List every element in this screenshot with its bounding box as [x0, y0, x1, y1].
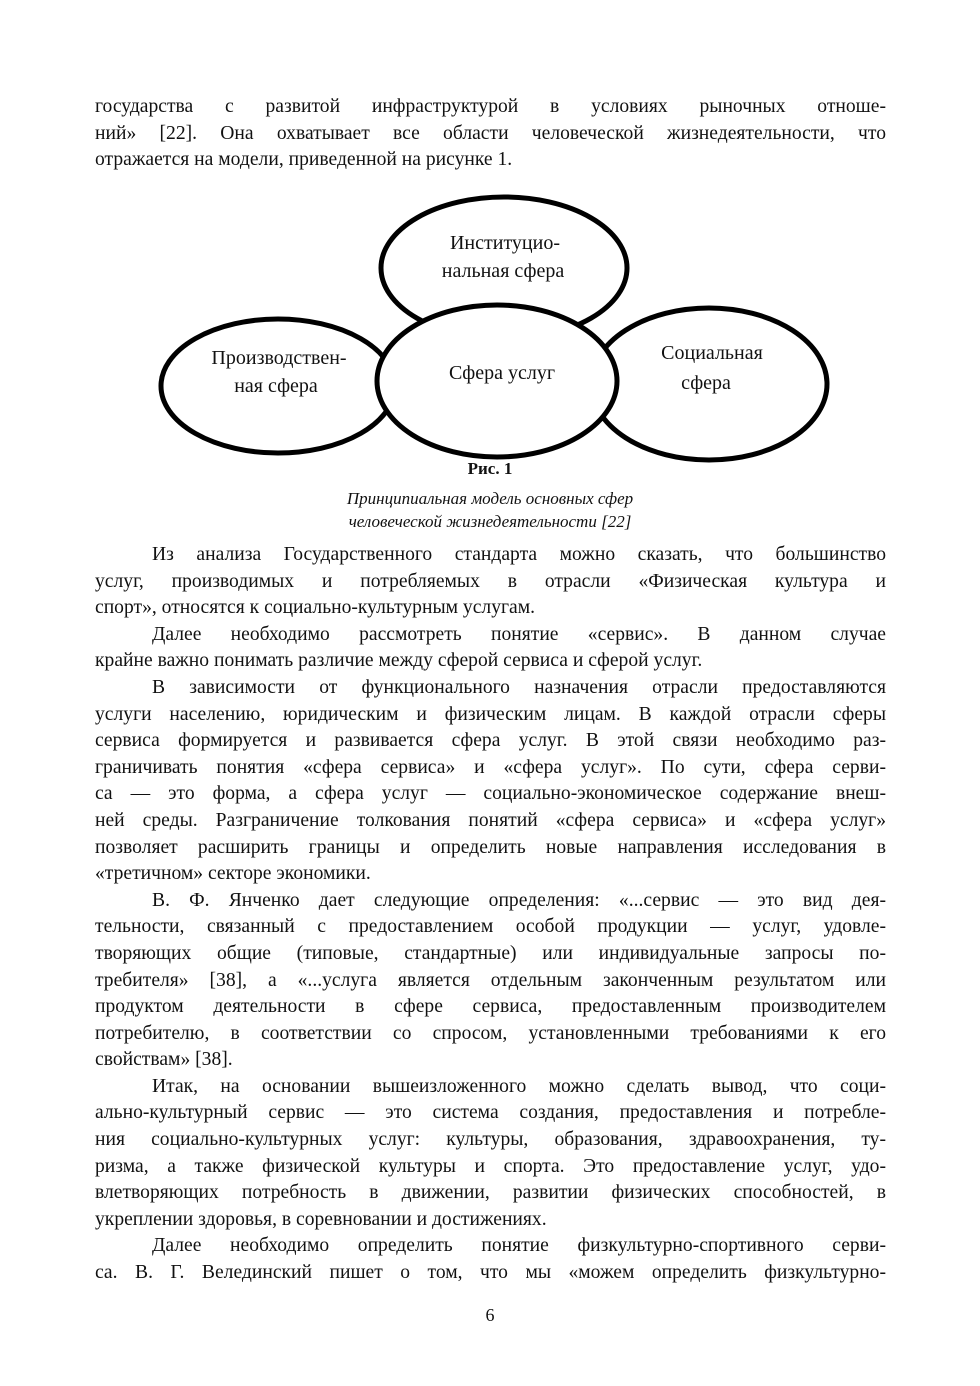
spheres-diagram: [0, 0, 980, 480]
text-line: граничивать понятия «сфера сервиса» и «сфера услуг». По сути, сфера серви-: [95, 756, 886, 778]
text-line: «третичном» секторе экономики.: [95, 863, 371, 885]
text-line: Из анализа Государственного стандарта можно сказать, что большинство: [152, 544, 886, 565]
text-line: свойствам» [38].: [95, 1049, 233, 1071]
text-line: ально-культурный сервис — это система создания, предоставления и потребле-: [95, 1102, 886, 1124]
text-line: сервиса формируется и развивается сфера услуг. В этой связи необходимо раз-: [95, 730, 886, 752]
text-line: са — это форма, а сфера услуг — социально-экономическое содержание внеш-: [95, 783, 886, 805]
text-line: услуг, производимых и потребляемых в отрасли «Физическая культура и: [95, 570, 886, 592]
text-line: са. В. Г. Велединский пишет о том, что мы «можем определить физкультурно-: [95, 1262, 886, 1284]
caption-line: Принципиальная модель основных сфер: [346, 489, 634, 508]
text-line: государства с развитой инфраструктурой в условиях рыночных отноше-: [95, 96, 886, 117]
production-label-2: ная сфера: [234, 375, 318, 397]
text-line: позволяет расширить границы и определить новые направления исследования в: [95, 836, 886, 858]
text-line: потребителю, в соответствии со спросом, установленными требованиями к его: [95, 1022, 886, 1044]
text-line: ний» [22]. Она охватывает все области человеческой жизнедеятельности, что: [95, 122, 886, 144]
body-text: [95, 542, 886, 1287]
text-line: творяющих общие (типовые, стандартные) или индивидуальные запросы по-: [95, 942, 886, 964]
text-line: укреплении здоровья, в соревновании и достижениях.: [95, 1208, 547, 1230]
text-line: Далее необходимо определить понятие физкультурно-спортивного серви-: [152, 1235, 886, 1257]
text-line: спорт», относятся к социально-культурным услугам.: [95, 597, 536, 619]
text-line: ризма, а также физической культуры и спорта. Это предоставление услуг, удо-: [95, 1155, 886, 1177]
caption-line: человеческой жизнедеятельности [22]: [348, 512, 632, 531]
text-line: Далее необходимо рассмотреть понятие «сервис». В данном случае: [152, 623, 886, 645]
social-label-1: Социальная: [661, 342, 763, 364]
text-line: отражается на модели, приведенной на рисунке 1.: [95, 149, 513, 171]
social-label-2: сфера: [681, 372, 731, 394]
text-line: услуги населению, юридическим и физическим лицам. В каждой отрасли сферы: [95, 703, 886, 725]
text-line: В зависимости от функционального назначения отрасли предоставляются: [152, 676, 886, 698]
text-line: продуктом деятельности в сфере сервиса, предоставленным производителем: [95, 996, 886, 1018]
text-line: влетворяющих потребность в движении, развитии физических способностей, в: [95, 1182, 886, 1204]
text-line: В. Ф. Янченко дает следующие определения: «...сервис — это вид дея-: [152, 889, 886, 911]
text-line: требителя» [38], а «...услуга является отдельным законченным результатом или: [95, 969, 886, 991]
institutional-label-2: нальная сфера: [441, 260, 565, 282]
production-label-1: Производствен-: [211, 347, 347, 369]
page-number: 6: [485, 1305, 495, 1325]
text-line: ния социально-культурных услуг: культуры, образования, здравоохранения, ту-: [95, 1129, 886, 1151]
text-line: ней среды. Разграничение толкования понятий «сфера сервиса» и «сфера услуг»: [95, 809, 886, 831]
text-line: Итак, на основании вышеизложенного можно сделать вывод, что соци-: [152, 1075, 886, 1097]
figure-number: Рис. 1: [467, 459, 513, 478]
figure-caption: [0, 487, 980, 533]
text-line: крайне важно понимать различие между сферой сервиса и сферой услуг.: [95, 650, 703, 672]
services-label: Сфера услуг: [448, 362, 556, 384]
institutional-label-1: Институцио-: [449, 232, 561, 254]
text-line: тельности, связанный с предоставлением особой продукции — услуг, удовле-: [95, 916, 886, 938]
